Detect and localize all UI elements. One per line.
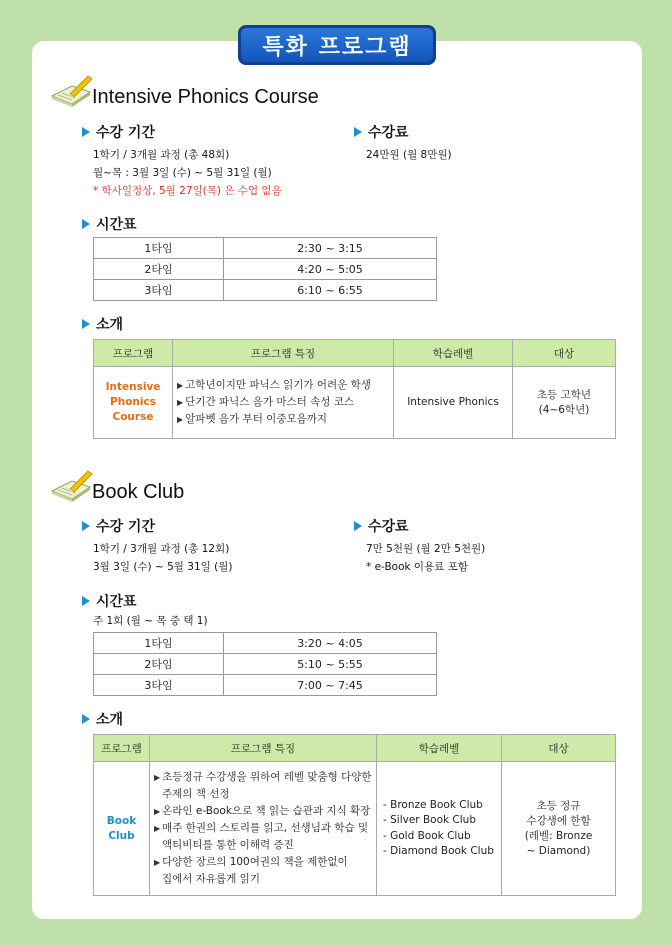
schedule-heading: 시간표 <box>82 214 137 234</box>
triangle-bullet-icon: ▶ <box>154 807 161 816</box>
triangle-bullet-icon: ▶ <box>177 398 184 407</box>
triangle-bullet-icon <box>82 219 90 229</box>
feature-item-continued: 액티비티를 통한 이해력 증진 <box>162 839 294 851</box>
book-pencil-icon <box>50 74 94 110</box>
features-cell <box>150 762 377 896</box>
col-header: 프로그램 특징 <box>173 340 394 367</box>
time-cell: 6:10 ~ 6:55 <box>224 280 437 301</box>
table-header-row <box>94 735 616 762</box>
col-header: 학습레벨 <box>377 735 502 762</box>
triangle-bullet-icon: ▶ <box>177 415 184 424</box>
col-header: 대상 <box>502 735 616 762</box>
slot-cell: 1타임 <box>94 633 224 654</box>
fee-note: * e-Book 이용료 포함 <box>366 561 468 573</box>
slot-cell: 1타임 <box>94 238 224 259</box>
time-cell: 3:20 ~ 4:05 <box>224 633 437 654</box>
feature-item: ▶ 고학년이지만 파닉스 읽기가 어려운 학생 <box>177 379 371 391</box>
intro-heading: 소개 <box>82 314 123 334</box>
slot-cell: 2타임 <box>94 654 224 675</box>
feature-item: ▶ 초등정규 수강생을 위하여 레벨 맞춤형 다양한 <box>154 771 372 783</box>
table-row <box>94 762 616 896</box>
col-header: 프로그램 <box>94 340 173 367</box>
period-heading: 수강 기간 <box>82 122 155 142</box>
period-line: 3월 3일 (수) ~ 5월 31일 (월) <box>93 561 233 573</box>
table-row <box>94 654 437 675</box>
schedule-table <box>93 237 437 301</box>
section-title-phonics: Intensive Phonics Course <box>92 86 319 108</box>
table-row <box>94 633 437 654</box>
triangle-bullet-icon <box>82 521 90 531</box>
col-header: 프로그램 특징 <box>150 735 377 762</box>
time-cell: 5:10 ~ 5:55 <box>224 654 437 675</box>
features-cell <box>173 367 394 439</box>
triangle-bullet-icon: ▶ <box>154 773 161 782</box>
period-line: 1학기 / 3개월 과정 (총 12회) <box>93 543 230 555</box>
table-row <box>94 675 437 696</box>
target-cell: 초등 고학년 (4~6학년) <box>513 367 616 439</box>
feature-item: ▶ 알파벳 음가 부터 이중모음까지 <box>177 413 328 425</box>
feature-item-continued: 집에서 자유롭게 읽기 <box>162 873 260 885</box>
program-name-cell: Book Club <box>94 762 150 896</box>
time-cell: 4:20 ~ 5:05 <box>224 259 437 280</box>
feature-item: ▶ 온라인 e-Book으로 책 읽는 습관과 지식 확장 <box>154 805 371 817</box>
triangle-bullet-icon <box>354 127 362 137</box>
time-cell: 2:30 ~ 3:15 <box>224 238 437 259</box>
fee-line: 7만 5천원 (월 2만 5천원) <box>366 543 486 555</box>
triangle-bullet-icon <box>82 596 90 606</box>
banner-title: 특화 프로그램 <box>241 28 433 62</box>
col-header: 학습레벨 <box>394 340 513 367</box>
schedule-note: 주 1회 (월 ~ 목 중 택 1) <box>93 615 208 627</box>
period-line: 월~목 : 3월 3일 (수) ~ 5월 31일 (월) <box>93 167 272 179</box>
table-row <box>94 367 616 439</box>
slot-cell: 3타임 <box>94 675 224 696</box>
feature-item: ▶ 매주 한권의 스토리를 읽고, 선생님과 학습 및 <box>154 822 369 834</box>
feature-item: ▶ 다양한 장르의 100여권의 책을 제한없이 <box>154 856 348 868</box>
page-banner <box>238 25 436 65</box>
fee-heading: 수강료 <box>354 122 409 142</box>
level-cell: - Bronze Book Club - Silver Book Club - Gold Book Club - Diamond Book Club <box>377 762 502 896</box>
feature-item: ▶ 단기간 파닉스 음가 마스터 속성 코스 <box>177 396 354 408</box>
schedule-table <box>93 632 437 696</box>
intro-table <box>93 339 616 439</box>
period-line: 1학기 / 3개월 과정 (총 48회) <box>93 149 230 161</box>
triangle-bullet-icon <box>82 127 90 137</box>
fee-line: 24만원 (월 8만원) <box>366 149 452 161</box>
fee-heading: 수강료 <box>354 516 409 536</box>
section-title-bookclub: Book Club <box>92 481 185 503</box>
triangle-bullet-icon <box>354 521 362 531</box>
time-cell: 7:00 ~ 7:45 <box>224 675 437 696</box>
table-header-row <box>94 340 616 367</box>
feature-item-continued: 주제의 책 선정 <box>162 788 230 800</box>
period-heading: 수강 기간 <box>82 516 155 536</box>
intro-heading: 소개 <box>82 709 123 729</box>
triangle-bullet-icon: ▶ <box>154 824 161 833</box>
slot-cell: 3타임 <box>94 280 224 301</box>
period-note: * 학사일정상, 5월 27일(목) 은 수업 없음 <box>93 185 282 197</box>
col-header: 프로그램 <box>94 735 150 762</box>
book-pencil-icon <box>50 469 94 505</box>
triangle-bullet-icon <box>82 714 90 724</box>
triangle-bullet-icon: ▶ <box>177 381 184 390</box>
level-cell: Intensive Phonics <box>394 367 513 439</box>
table-row <box>94 259 437 280</box>
intro-table <box>93 734 616 896</box>
program-name-cell: Intensive Phonics Course <box>94 367 173 439</box>
table-row <box>94 238 437 259</box>
schedule-heading: 시간표 <box>82 591 137 611</box>
triangle-bullet-icon: ▶ <box>154 858 161 867</box>
triangle-bullet-icon <box>82 319 90 329</box>
col-header: 대상 <box>513 340 616 367</box>
slot-cell: 2타임 <box>94 259 224 280</box>
table-row <box>94 280 437 301</box>
target-cell: 초등 정규 수강생에 한함 (레벨: Bronze ~ Diamond) <box>502 762 616 896</box>
